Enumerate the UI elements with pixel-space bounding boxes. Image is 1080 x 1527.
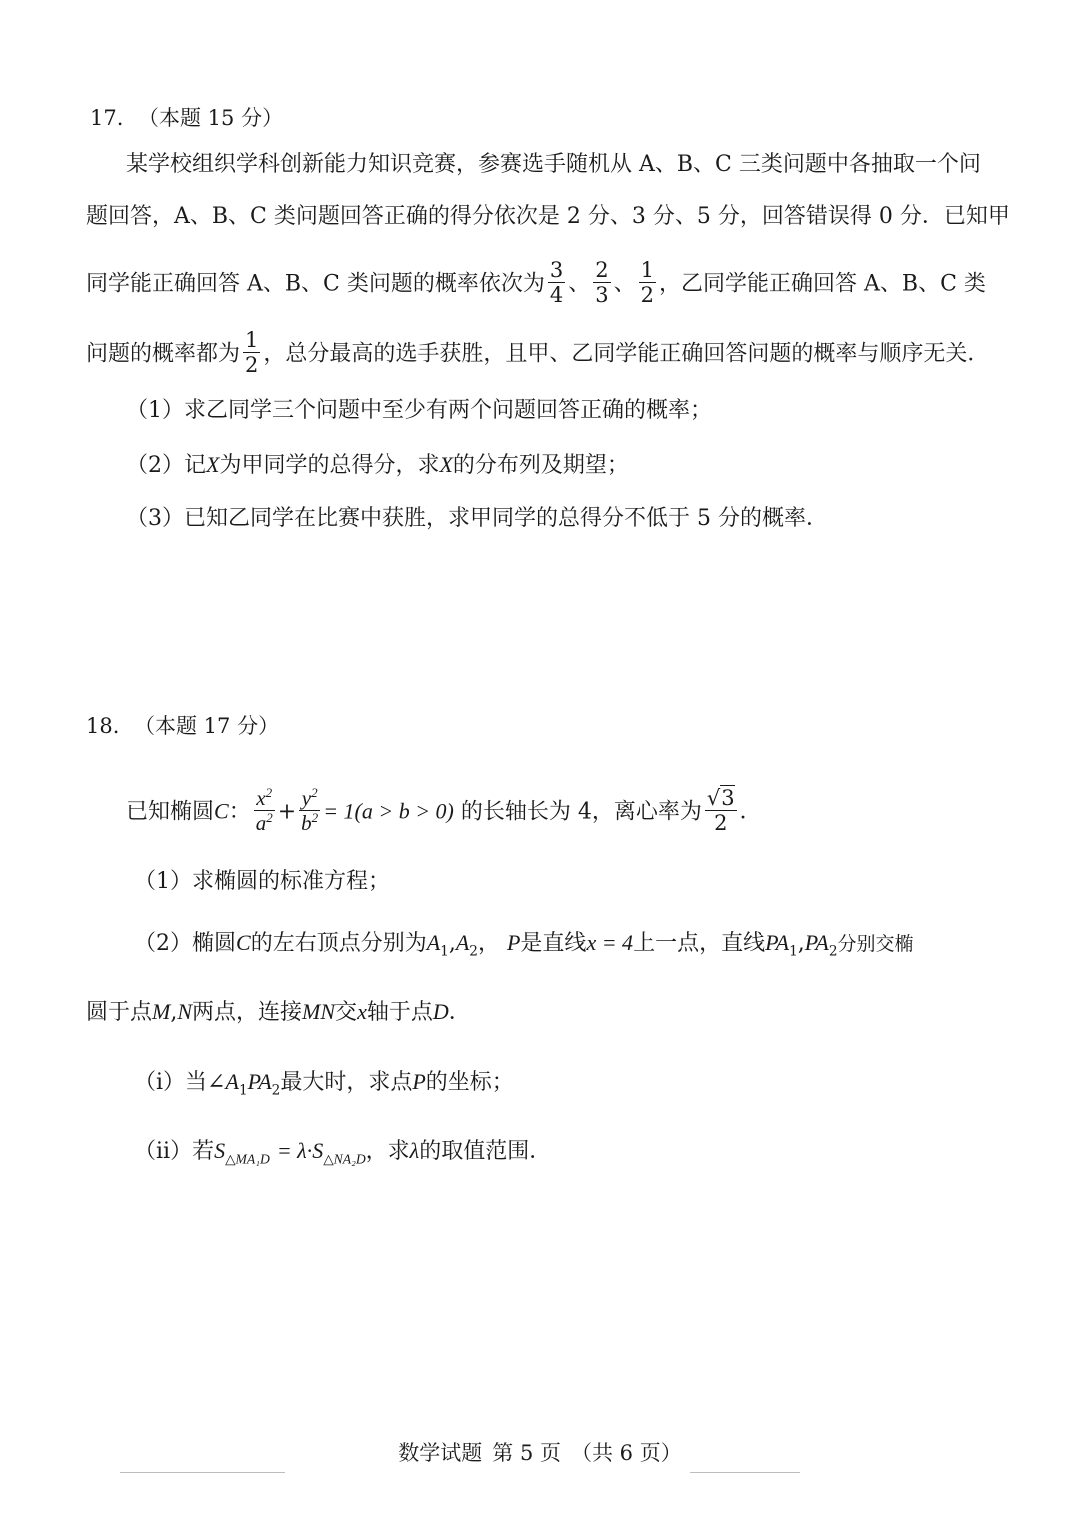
q17-stem-line1: 某学校组织学科创新能力知识竞赛，参赛选手随机从 A、B、C 三类问题中各抽取一个问 (126, 152, 981, 177)
variable-s: S (312, 1138, 324, 1163)
comma: , (448, 931, 456, 956)
text: （ⅱ）若 (134, 1139, 215, 1164)
subscript: 1 (440, 943, 449, 960)
fraction-denominator: 3 (595, 283, 609, 307)
text: 是直线 (520, 931, 587, 956)
q17-part2 (126, 450, 629, 481)
variable-mn: MN (302, 999, 336, 1024)
variable-pa: PA (247, 1069, 272, 1094)
q17-stem-line3-text-a: 同学能正确回答 A、B、C 类问题的概率依次为 (86, 271, 545, 297)
fraction-two-thirds (593, 258, 610, 307)
period: ． (448, 1000, 471, 1025)
variable-m: M (152, 999, 171, 1024)
variable-n: N (177, 999, 193, 1024)
fraction-numerator: 1 (245, 328, 259, 352)
q18-part2-line1 (134, 928, 914, 959)
q17-stem-line2: 题回答，A、B、C 类问题回答正确的得分依次是 2 分、3 分、5 分，回答错误得 0 分．已知甲 (86, 204, 1010, 229)
exponent: 2 (311, 810, 319, 825)
separator: 、 (568, 271, 591, 297)
q18-header (86, 711, 279, 741)
exponent: 2 (311, 785, 318, 800)
q17-stem-line4-text-b: ，总分最高的选手获胜，且甲、乙同学能正确回答问题的概率与顺序无关． (263, 341, 990, 367)
variable-a: A (426, 930, 441, 955)
line-equation: x = 4 (586, 930, 634, 955)
fraction-one-half (639, 258, 656, 307)
variable-p: P (412, 1069, 426, 1094)
equation-rhs: = 1(a > b > 0) (323, 798, 454, 824)
variable-s: S (214, 1138, 226, 1163)
variable-p: P (506, 930, 521, 955)
subscript: 2 (469, 943, 478, 960)
variable-a: a (255, 811, 267, 835)
subscript: 1 (238, 1082, 248, 1099)
variable-x: x (357, 999, 367, 1024)
q17-stem-line3-text-b: ，乙同学能正确回答 A、B、C 类 (659, 271, 986, 297)
colon: ： (228, 799, 251, 825)
q17-stem-line4 (86, 330, 989, 379)
q18-points: （本题 17 分） (134, 714, 280, 738)
variable-a: A (455, 930, 470, 955)
q18-stem-text-b: 的长轴长为 4，离心率为 (460, 799, 702, 825)
fraction-three-quarters (548, 258, 565, 307)
subscript: 2 (271, 1082, 281, 1099)
variable-a: A (225, 1069, 239, 1094)
q17-part2-text-a: （2）记 (126, 453, 206, 478)
variable-lambda: λ (409, 1138, 420, 1163)
fraction-sqrt3-over-2 (705, 786, 737, 835)
variable-pa: PA (804, 930, 829, 955)
fraction-denominator: 2 (640, 283, 655, 307)
text: （ⅰ）当 (134, 1070, 208, 1095)
fraction-numerator: 1 (640, 258, 655, 282)
fraction-denominator: 4 (549, 283, 564, 307)
variable-pa: PA (765, 930, 790, 955)
q17-points: （本题 15 分） (138, 106, 284, 130)
period: ． (739, 799, 762, 825)
fraction-denominator: 2 (714, 811, 728, 835)
variable-b: b (301, 811, 312, 835)
q18-part1: （1）求椭圆的标准方程； (134, 869, 390, 894)
fraction-numerator: 3 (549, 258, 564, 282)
text: 两点，连接 (192, 1000, 303, 1025)
variable-y: y (301, 786, 312, 810)
page-footer (0, 1437, 1080, 1467)
footer-subject: 数学试题 (398, 1441, 483, 1465)
fraction-x2-over-a2 (254, 786, 275, 835)
q17-stem-line3 (86, 260, 986, 309)
angle-symbol: ∠ (207, 1070, 226, 1095)
variable-d: D (432, 999, 449, 1024)
variable-x: x (256, 786, 266, 810)
lambda-equation: = λ· (276, 1138, 313, 1163)
q17-part1: （1）求乙同学三个问题中至少有两个问题回答正确的概率； (126, 398, 712, 423)
fraction-numerator: 2 (595, 258, 609, 282)
text: 分别交椭 (837, 933, 914, 955)
subscript-triangle-ma1d: △MA₁D (225, 1151, 270, 1167)
q17-part2-text-c: 的分布列及期望； (452, 453, 629, 478)
q17-header (90, 103, 283, 133)
exponent: 2 (266, 810, 273, 825)
q18-sub-ii (134, 1136, 551, 1167)
text: （2）椭圆 (134, 931, 236, 956)
q17-part2-text-b: 为甲同学的总得分，求 (219, 453, 440, 478)
footer-total-pages: （共 6 页） (571, 1441, 682, 1465)
variable-c: C (236, 930, 251, 955)
fraction-one-half (243, 328, 260, 377)
exponent: 2 (265, 785, 273, 800)
text: 轴于点 (366, 1000, 433, 1025)
footer-rule-left (120, 1472, 285, 1473)
plus-sign: + (277, 799, 297, 825)
text: ， (477, 931, 500, 956)
footer-rule-right (690, 1472, 800, 1473)
text: 的坐标； (425, 1070, 514, 1095)
footer-page-number: 第 5 页 (492, 1441, 561, 1465)
fraction-y2-over-b2 (299, 786, 320, 835)
fraction-denominator: 2 (245, 353, 259, 377)
q18-sub-i (134, 1067, 514, 1098)
variable-x: X (206, 452, 220, 477)
subscript: 1 (789, 943, 798, 960)
subscript-triangle-na2d: △NA₂D (323, 1151, 366, 1167)
q17-part3: （3）已知乙同学在比赛中获胜，求甲同学的总得分不低于 5 分的概率． (126, 506, 828, 531)
subscript: 2 (828, 943, 838, 960)
sqrt-symbol: √3 (706, 786, 735, 810)
q18-part2-line2 (86, 997, 471, 1028)
comma: , (797, 931, 805, 956)
q17-stem-line4-text-a: 问题的概率都为 (86, 341, 241, 367)
text: 最大时，求点 (280, 1070, 413, 1095)
comma: , (170, 1000, 178, 1025)
text: 的左右顶点分别为 (250, 931, 427, 956)
radicand: 3 (721, 786, 735, 810)
q18-stem (126, 785, 762, 837)
q18-stem-text-a: 已知椭圆 (126, 799, 215, 825)
text: 的取值范围． (419, 1139, 552, 1164)
q17-number: 17. (90, 106, 124, 130)
text: 交 (335, 1000, 358, 1025)
text: 圆于点 (86, 1000, 153, 1025)
separator: 、 (613, 271, 636, 297)
text: 上一点，直线 (633, 931, 766, 956)
text: ，求 (365, 1139, 410, 1164)
variable-c: C (214, 798, 229, 824)
variable-x: X (439, 452, 453, 477)
q18-number: 18. (86, 714, 120, 738)
